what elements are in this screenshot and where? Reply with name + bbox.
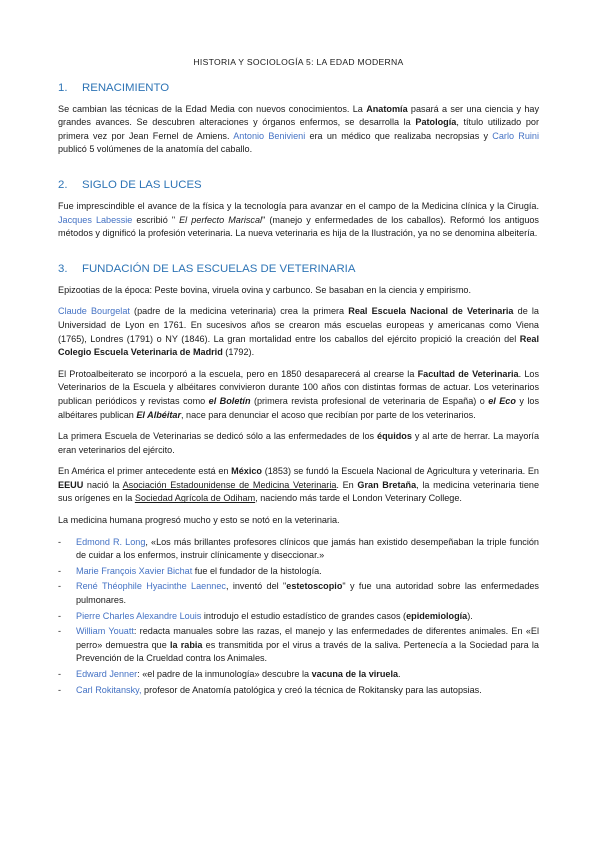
text-run: , inventó del "	[225, 581, 287, 592]
text-run: de la Universidad de Lyon en 1761. En sucesivos años se crearon más escuelas europeas y americanas como Viena (1765), Londres (1791) o NY (1846). La gran mortalidad entre los caballos del ejército propició la creación del	[58, 306, 539, 344]
bold-text: México	[231, 466, 262, 477]
bold-italic-text: el Boletín	[208, 395, 251, 406]
bullet-dash: -	[58, 536, 62, 547]
bullet-dash: -	[58, 669, 62, 679]
text-run: (primera revista profesional de veterinaria de España) o	[250, 395, 489, 406]
name-link[interactable]: Pierre Charles Alexandre Louis	[76, 610, 202, 621]
text-run: .	[398, 669, 401, 679]
section-heading-siglo-de-las-luces	[58, 178, 539, 193]
paragraph	[58, 514, 539, 528]
paragraph	[58, 430, 539, 457]
list-item-text	[76, 611, 473, 621]
list-item	[58, 625, 539, 666]
underlined-text: Asociación Estadounidense de Medicina Veterinaria	[122, 479, 337, 490]
name-link[interactable]: Marie François Xavier Bichat	[76, 565, 193, 576]
section-heading-escuelas-veterinaria	[58, 262, 539, 277]
text-run: " y fue una autoridad sobre las enfermedades pulmonares.	[76, 581, 539, 606]
text-run: " (manejo y enfermedades de los caballos). Reformó los antiguos métodos y dignificó la profesión veterinaria. La nueva veterinaria es hija de la Ilustración, ya no se denomina albeitería.	[58, 214, 539, 239]
text-run: ).	[467, 610, 473, 621]
text-run: Se cambian las técnicas de la Edad Media con nuevos conocimientos. La	[58, 103, 367, 114]
text-run: fue el fundador de la histología.	[192, 565, 322, 576]
list-item-text	[76, 581, 539, 605]
section-title: FUNDACIÓN DE LAS ESCUELAS DE VETERINARIA	[82, 262, 356, 275]
paragraph	[58, 368, 539, 422]
list-item	[58, 536, 539, 563]
text-run: (padre de la medicina veterinaria) crea la primera	[129, 306, 349, 317]
name-link[interactable]: William Youatt	[76, 626, 134, 637]
text-run: (1792).	[222, 347, 255, 358]
bold-text: la rabia	[169, 639, 203, 650]
list-item	[58, 668, 539, 682]
text-run: La primera Escuela de Veterinarias se dedicó sólo a las enfermedades de los	[58, 431, 378, 442]
bold-text: Real Escuela Nacional de Veterinaria	[348, 306, 514, 317]
name-link[interactable]: René Théophile Hyacinthe Laennec	[76, 581, 226, 592]
bold-text: équidos	[377, 431, 412, 442]
text-run: , título utilizado por primera vez por Jean Fernel de Amiens.	[58, 117, 539, 141]
text-run: y los albéitares publican	[58, 395, 539, 420]
list-item	[58, 565, 539, 579]
paragraph	[58, 284, 539, 298]
list-item-text	[76, 537, 539, 561]
section-number: 3.	[58, 262, 68, 275]
section-title: RENACIMIENTO	[82, 81, 170, 94]
text-run: La medicina humana progresó mucho y esto se notó en la veterinaria.	[58, 515, 340, 526]
name-link[interactable]: Edmond R. Long	[76, 536, 146, 547]
text-run: : redacta manuales sobre las razas, el manejo y las enfermedades de diferentes animales. En «El perro» demuestra que	[76, 626, 539, 650]
name-link[interactable]: Edward Jenner	[76, 669, 138, 679]
text-run: nació la	[83, 479, 123, 490]
bold-text: epidemiología	[406, 610, 468, 621]
name-link[interactable]: Carlo Ruini	[492, 130, 539, 141]
text-run: , nace para denunciar el acoso que recibían por parte de los veterinarios.	[181, 409, 476, 420]
text-run: . Los Veterinarios de la Escuela y albéitares convivieron durante 100 años con distintas formas de actuar. Los veterinarios publican periódicos y revistas como	[58, 368, 539, 406]
text-run: En América el primer antecedente está en	[58, 466, 232, 477]
bold-text: Gran Bretaña	[357, 479, 417, 490]
text-run: . En	[336, 479, 358, 490]
bold-text: Anatomía	[366, 103, 408, 114]
text-run: , «Los más brillantes profesores clínicos que jamás han existido desempeñaban la triple función de cuidar a los enfermos, instruir clínicamente y diseccionar.»	[76, 536, 539, 561]
bold-text: Patología	[415, 117, 457, 128]
list-item	[58, 684, 539, 698]
section-title: SIGLO DE LAS LUCES	[82, 178, 202, 191]
bold-italic-text: El Albéitar	[136, 409, 181, 420]
paragraph	[58, 200, 539, 241]
italic-text: El perfecto Mariscal	[175, 214, 263, 225]
section-number: 2.	[58, 178, 68, 191]
bullet-dash: -	[58, 610, 62, 621]
text-run: El Protoalbeiterato se incorporó a la escuela, pero en 1850 desaparecerá al crearse la	[58, 368, 418, 379]
list-item-text	[76, 626, 539, 663]
bold-text: EEUU	[58, 479, 84, 490]
paragraph	[58, 305, 539, 359]
list-item-text	[76, 669, 401, 679]
text-run: era un médico que realizaba necropsias y	[305, 130, 493, 141]
bullet-dash: -	[58, 565, 62, 576]
list-item-text	[76, 685, 482, 695]
paragraph	[58, 103, 539, 157]
list-item	[58, 610, 539, 624]
text-run: escribió "	[132, 214, 176, 225]
text-run: es transmitida por el virus a través de la saliva. Pertenecía a la Sociedad para la Prevención de la Crueldad contra los Animales.	[76, 639, 539, 664]
bold-text: Real Colegio Escuela Veterinaria de Madrid	[58, 333, 539, 358]
text-run: publicó 5 volúmenes de la anatomía del caballo.	[58, 144, 253, 155]
section-heading-renacimiento	[58, 81, 539, 96]
name-link[interactable]: Carl Rokitansky,	[76, 684, 142, 695]
text-run: , la medicina veterinaria tiene sus orígenes en la	[58, 479, 540, 504]
document-title: HISTORIA Y SOCIOLOGÍA 5: LA EDAD MODERNA	[193, 57, 404, 67]
text-run: introdujo el estudio estadístico de grandes casos (	[201, 610, 407, 621]
bold-text: Facultad de Veterinaria	[417, 368, 519, 379]
bullet-dash: -	[58, 626, 62, 637]
bullet-dash: -	[58, 684, 62, 695]
text-run: profesor de Anatomía patológica y creó la técnica de Rokitansky para las autopsias.	[141, 684, 482, 695]
bold-italic-text: el Eco	[488, 395, 516, 406]
text-run: Fue imprescindible el avance de la física y la tecnología para avanzar en el campo de la Medicina clínica y la Cirugía.	[58, 200, 539, 211]
text-run: pasará a ser una ciencia y hay grandes avances. Se descubren alteraciones y órganos enfermos, se desarrolla la	[58, 103, 539, 128]
bold-text: vacuna de la viruela	[311, 669, 399, 679]
figures-list	[58, 536, 539, 698]
text-run: : «el padre de la inmunología» descubre la	[137, 669, 312, 679]
text-run: y al arte de herrar. La mayoría eran veterinarios del ejército.	[58, 431, 539, 455]
name-link[interactable]: Antonio Benivieni	[233, 130, 306, 141]
text-run: Epizootias de la época: Peste bovina, viruela ovina y carbunco. Se basaban en la ciencia y empirismo.	[58, 284, 471, 295]
text-run: , naciendo más tarde el London Veterinary College.	[255, 493, 462, 504]
list-item	[58, 580, 539, 607]
name-link[interactable]: Claude Bourgelat	[58, 306, 130, 317]
list-item-text	[76, 566, 322, 576]
bold-text: estetoscopio	[286, 581, 343, 592]
text-run: (1853) se fundó la Escuela Nacional de Agricultura y veterinaria. En	[262, 466, 539, 477]
bullet-dash: -	[58, 581, 62, 592]
section-number: 1.	[58, 81, 68, 94]
paragraph	[58, 465, 539, 506]
name-link[interactable]: Jacques Labessie	[58, 214, 133, 225]
underlined-text: Sociedad Agrícola de Odiham	[134, 493, 256, 504]
